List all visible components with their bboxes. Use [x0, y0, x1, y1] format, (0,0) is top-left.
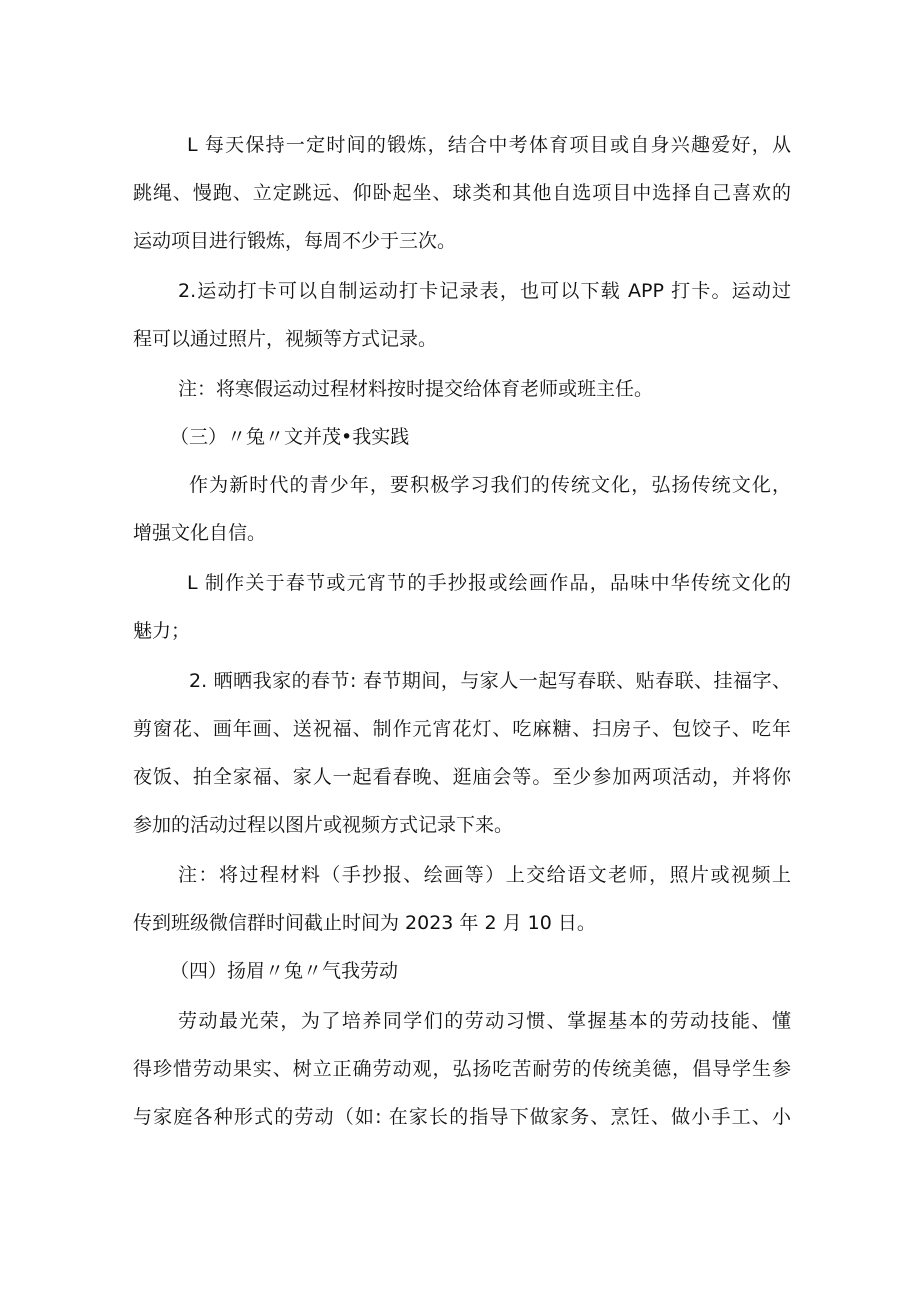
- paragraph-line: 增强文化自信。: [133, 522, 267, 544]
- paragraph-line: 作为新时代的青少年，要积极学习我们的传统文化，弘扬传统文化，: [189, 474, 791, 496]
- paragraph-line: 2.运动打卡可以自制运动打卡记录表，也可以下载 APP 打卡。运动过: [178, 280, 791, 302]
- paragraph-line: L 每天保持一定时间的锻炼，结合中考体育项目或自身兴趣爱好，从: [187, 134, 791, 156]
- paragraph-line: 魅力；: [133, 620, 191, 642]
- paragraph-line: 剪窗花、画年画、送祝福、制作元宵花灯、吃麻糖、扫房子、包饺子、吃年: [133, 718, 791, 740]
- section-heading: （四）扬眉〃兔〃气我劳动: [170, 960, 399, 982]
- paragraph-line: 劳动最光荣，为了培养同学们的劳动习惯、掌握基本的劳动技能、懂: [178, 1010, 791, 1032]
- paragraph-line: 跳绳、慢跑、立定跳远、仰卧起坐、球类和其他自选项目中选择自己喜欢的: [133, 182, 791, 204]
- paragraph-line: 运动项目进行锻炼，每周不少于三次。: [133, 230, 457, 252]
- paragraph-line: 夜饭、拍全家福、家人一起看春晚、逛庙会等。至少参加两项活动，并将你: [133, 766, 791, 788]
- note-line: 注：将寒假运动过程材料按时提交给体育老师或班主任。: [178, 378, 654, 400]
- paragraph-line: 与家庭各种形式的劳动（如: 在家长的指导下做家务、烹饪、做小手工、小: [133, 1106, 791, 1128]
- note-line: 注：将过程材料（手抄报、绘画等）上交给语文老师，照片或视频上: [178, 864, 791, 886]
- paragraph-line: 参加的活动过程以图片或视频方式记录下来。: [133, 814, 514, 836]
- paragraph-line: L 制作关于春节或元宵节的手抄报或绘画作品，品味中华传统文化的: [187, 572, 791, 594]
- section-heading: （三）〃兔〃文并茂•我实践: [170, 426, 410, 448]
- note-line: 传到班级微信群时间截止时间为 2023 年 2 月 10 日。: [133, 912, 596, 934]
- paragraph-line: 程可以通过照片，视频等方式记录。: [133, 328, 438, 350]
- paragraph-line: 2. 晒晒我家的春节: 春节期间，与家人一起写春联、贴春联、挂福字、: [189, 670, 791, 692]
- paragraph-line: 得珍惜劳动果实、树立正确劳动观，弘扬吃苦耐劳的传统美德，倡导学生参: [133, 1058, 791, 1080]
